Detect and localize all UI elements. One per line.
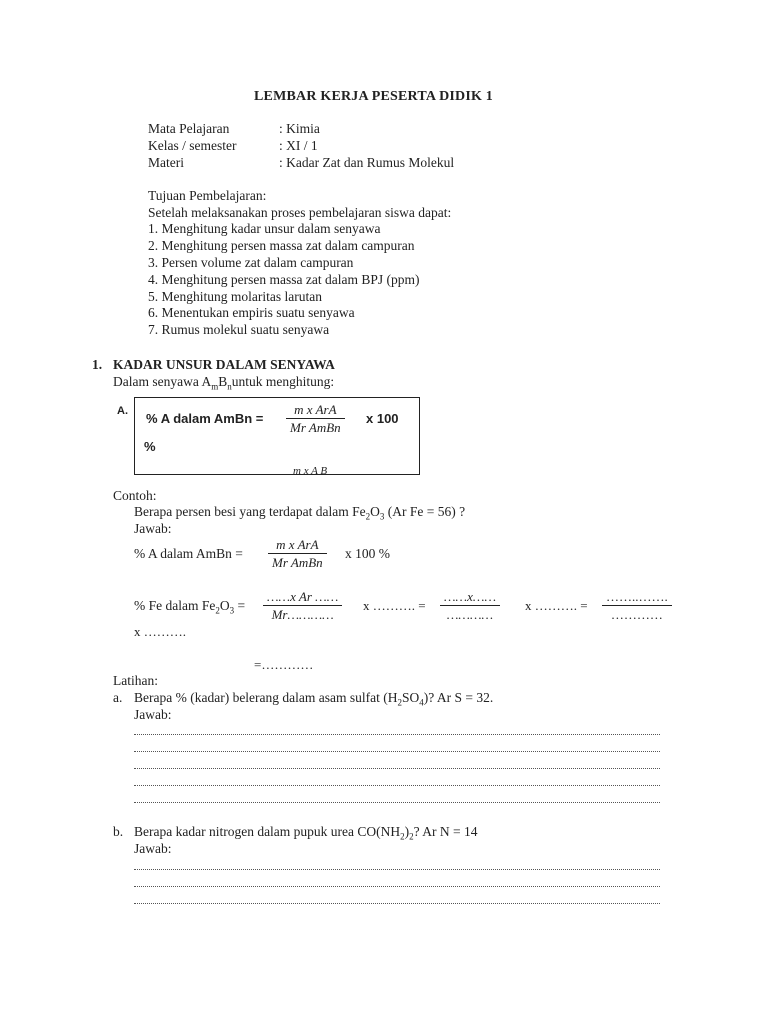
example-question: Berapa persen besi yang terdapat dalam $Fe_2O_3$ (Ar Fe = 56) ?: [134, 504, 466, 522]
answer-line[interactable]: [134, 785, 660, 786]
fe-fraction-2-denominator: …………: [446, 607, 494, 622]
example-answer-label: Jawab:: [134, 521, 172, 536]
fe-formula-lhs: % Fe dalam $Fe_2O_3$ =: [134, 598, 246, 616]
objective-item: 5. Menghitung molaritas larutan: [148, 289, 322, 304]
meta-value-class: : XI / 1: [279, 138, 318, 153]
fe-fraction-1-denominator: Mr…………: [271, 607, 334, 622]
example-heading: Contoh:: [113, 488, 157, 503]
formula-numerator: m x ArA: [286, 401, 345, 419]
meta-label-material: Materi: [148, 155, 184, 170]
fe-fraction-2: [440, 588, 500, 623]
section-number: 1.: [92, 357, 103, 372]
answer-line[interactable]: [134, 751, 660, 752]
meta-value-subject: : Kimia: [279, 121, 320, 136]
exercise-b-answer-label: Jawab:: [134, 841, 172, 856]
fe-fraction-1: [263, 588, 342, 623]
objective-item: 7. Rumus molekul suatu senyawa: [148, 322, 330, 337]
example-formula-fraction: [268, 536, 327, 571]
exercise-a-answer-label: Jawab:: [134, 707, 172, 722]
fe-multiplier-2: x ………. =: [525, 598, 588, 613]
fe-multiplier-3: x ……….: [134, 624, 186, 639]
example-formula-denominator: Mr AmBn: [272, 555, 323, 570]
example-formula-lhs: % A dalam AmBn =: [134, 546, 243, 561]
exercise-a-marker: a.: [113, 690, 123, 705]
fe-multiplier-1: x ………. =: [363, 598, 426, 613]
answer-line[interactable]: [134, 903, 660, 904]
formula-box: [134, 397, 420, 475]
objective-item: 3. Persen volume zat dalam campuran: [148, 255, 354, 270]
formula-lhs: % A dalam AmBn =: [146, 411, 264, 426]
page-title: LEMBAR KERJA PESERTA DIDIK 1: [254, 89, 493, 104]
meta-label-subject: Mata Pelajaran: [148, 121, 230, 136]
answer-line[interactable]: [134, 869, 660, 870]
exercise-heading: Latihan:: [113, 673, 158, 688]
formula-rhs: x 100: [366, 411, 399, 426]
formula-percent: %: [144, 439, 156, 454]
objective-item: 2. Menghitung persen massa zat dalam campuran: [148, 238, 415, 253]
meta-label-class: Kelas / semester: [148, 138, 237, 153]
formula-cutoff-text: m x A B: [293, 465, 328, 475]
fe-fraction-1-numerator: ……x Ar ……: [263, 588, 342, 606]
exercise-b-question: Berapa kadar nitrogen dalam pupuk urea $CO(NH_2)_2$? Ar N = 14: [134, 824, 478, 842]
example-formula-numerator: m x ArA: [268, 536, 327, 554]
objective-item: 1. Menghitung kadar unsur dalam senyawa: [148, 221, 381, 236]
answer-line[interactable]: [134, 802, 660, 803]
fe-fraction-3-numerator: ……..…….: [602, 588, 672, 606]
exercise-a-question: Berapa % (kadar) belerang dalam asam sulfat $(H_2SO_4)$? Ar S = 32.: [134, 690, 494, 708]
example-formula-rhs: x 100 %: [345, 546, 390, 561]
fe-fraction-3-denominator: …………: [610, 607, 663, 622]
meta-value-material: : Kadar Zat dan Rumus Molekul: [279, 155, 455, 170]
section-heading: KADAR UNSUR DALAM SENYAWA: [113, 357, 335, 372]
answer-line[interactable]: [134, 886, 660, 887]
box-marker: A.: [117, 405, 128, 417]
fe-result: =…………: [254, 657, 314, 672]
answer-line[interactable]: [134, 768, 660, 769]
formula-fraction: [286, 401, 345, 436]
objectives-heading: Tujuan Pembelajaran:: [148, 188, 267, 203]
section-intro: Dalam senyawa $A_mB_nuntuk$ menghitung:: [113, 374, 335, 392]
fe-fraction-3: [602, 588, 672, 623]
exercise-b-marker: b.: [113, 824, 124, 839]
fe-fraction-2-numerator: ……x……: [440, 588, 500, 606]
formula-denominator: Mr AmBn: [290, 420, 341, 435]
objectives-intro: Setelah melaksanakan proses pembelajaran siswa dapat:: [148, 205, 452, 220]
objective-item: 4. Menghitung persen massa zat dalam BPJ (ppm): [148, 272, 420, 287]
objective-item: 6. Menentukan empiris suatu senyawa: [148, 305, 355, 320]
answer-line[interactable]: [134, 734, 660, 735]
